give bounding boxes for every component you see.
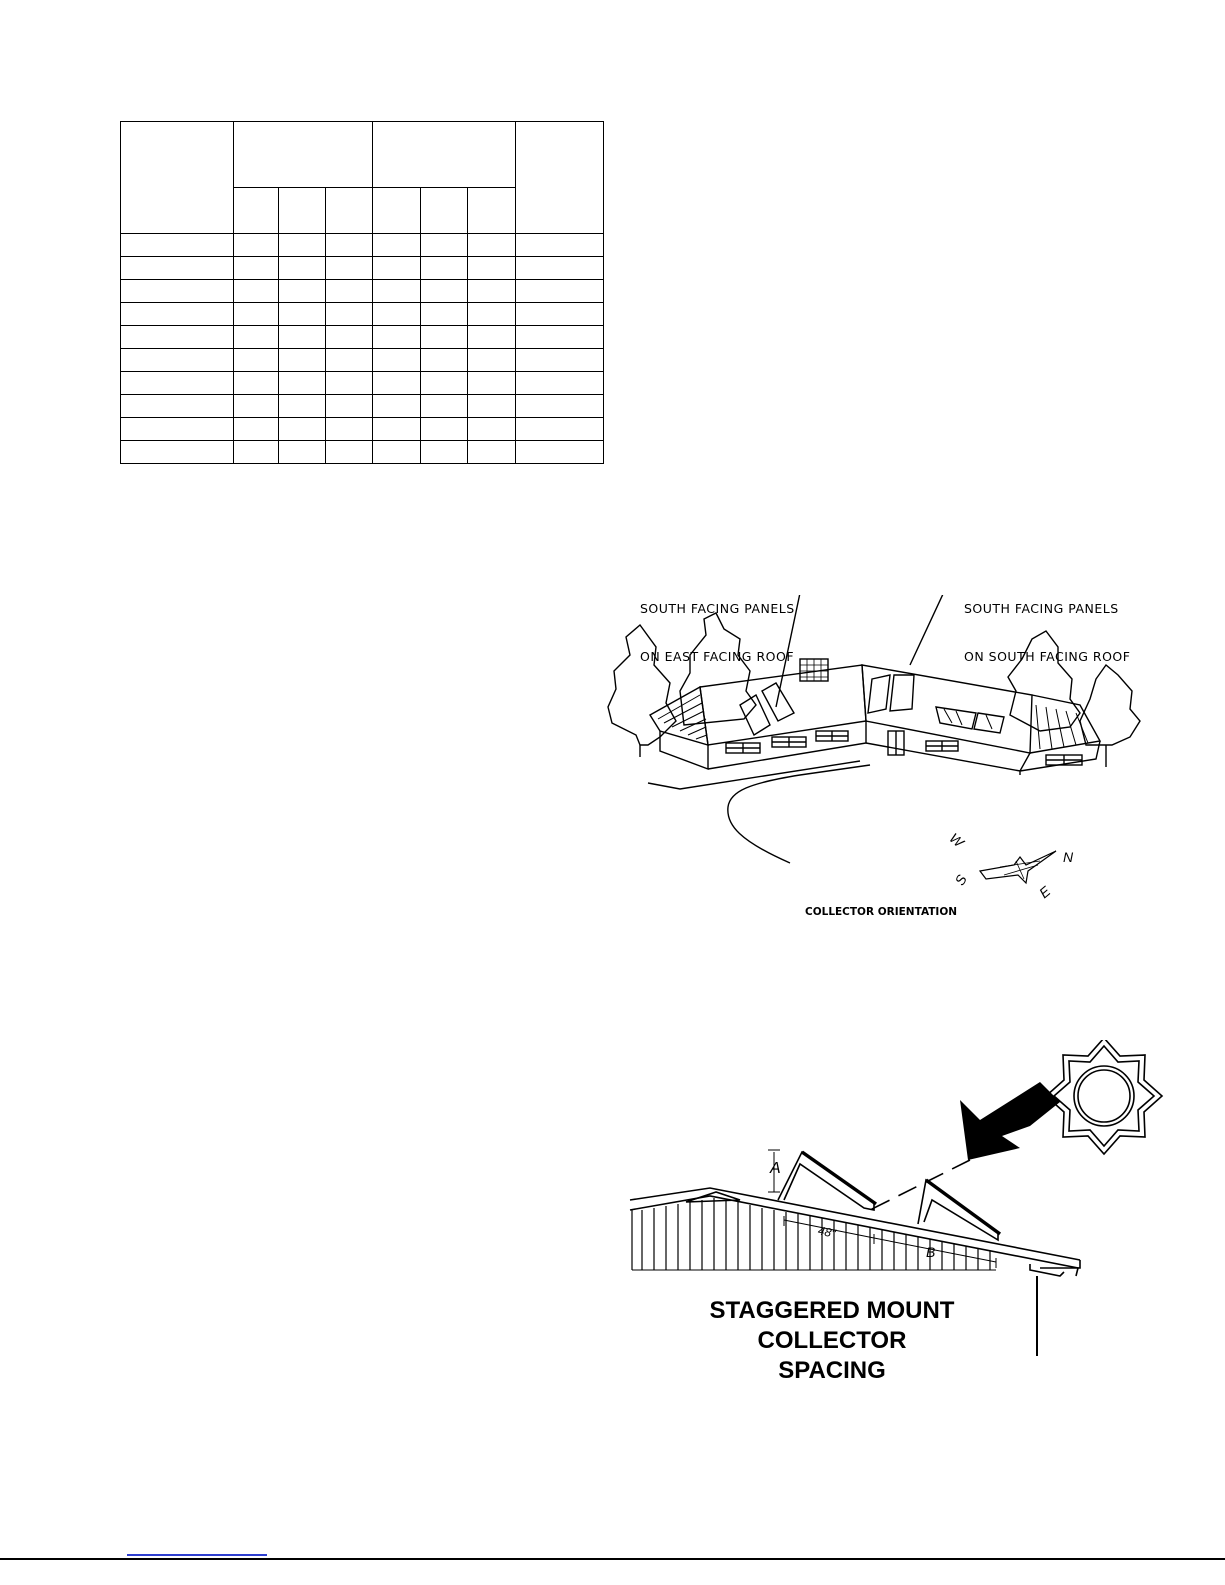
table-row [121, 234, 604, 257]
spacing-caption [702, 1296, 962, 1386]
dimension-a: A [770, 1160, 781, 1177]
table-row [121, 326, 604, 349]
label-east-line1: SOUTH FACING PANELS [640, 601, 795, 616]
leader-south [910, 595, 958, 665]
spacing-caption-line1: STAGGERED MOUNT [709, 1297, 955, 1324]
leader-line [1036, 1276, 1038, 1356]
label-south-line2: ON SOUTH FACING ROOF [964, 649, 1131, 664]
compass-w: W [946, 829, 967, 851]
table-row [121, 257, 604, 280]
panel-south-1 [868, 675, 890, 713]
panel-east-2 [762, 683, 794, 721]
table-subheader-cell [373, 188, 421, 234]
dimension-48: 48" [816, 1223, 837, 1241]
spacing-caption-line2: COLLECTOR SPACING [757, 1327, 907, 1384]
table-row [121, 349, 604, 372]
orientation-caption: COLLECTOR ORIENTATION [805, 906, 958, 918]
panel-south-2 [890, 675, 914, 711]
data-table [120, 121, 604, 464]
footer-rule [0, 1558, 1225, 1560]
table-header-cell [121, 122, 234, 234]
table-subheader-cell [326, 188, 373, 234]
sun-icon [1046, 1040, 1162, 1154]
compass-rose [980, 851, 1056, 883]
table-subheader-cell [421, 188, 468, 234]
table-subheader-cell [234, 188, 279, 234]
collector-1 [778, 1152, 874, 1210]
panel-south-3 [936, 707, 976, 729]
table-row [121, 418, 604, 441]
tree-right-1 [1008, 631, 1080, 731]
driveway-curve [728, 765, 870, 863]
dimension-b: B [926, 1244, 936, 1260]
tree-left-1 [608, 625, 676, 745]
compass-s: S [951, 871, 970, 889]
label-east-line2: ON EAST FACING ROOF [640, 649, 795, 664]
table-row [121, 395, 604, 418]
footer-link-underline[interactable] [127, 1554, 267, 1556]
table-header-group [373, 122, 516, 188]
table-subheader-cell [468, 188, 516, 234]
table-row [121, 280, 604, 303]
table-row [121, 372, 604, 395]
panel-east-1 [740, 695, 770, 735]
tree-right-2 [1080, 665, 1140, 745]
house-illustration [600, 595, 1225, 905]
leader-east [775, 595, 800, 707]
compass-e: E [1035, 882, 1054, 902]
table-subheader-cell [279, 188, 326, 234]
table-row [121, 441, 604, 464]
table-row [121, 303, 604, 326]
table-header-group [234, 122, 373, 188]
roof-hip-right [1030, 695, 1100, 753]
label-south-line1: SOUTH FACING PANELS [964, 601, 1119, 616]
sun-ray-arrow [960, 1082, 1060, 1160]
table-header-cell [516, 122, 604, 234]
compass-n: N [1063, 849, 1074, 865]
